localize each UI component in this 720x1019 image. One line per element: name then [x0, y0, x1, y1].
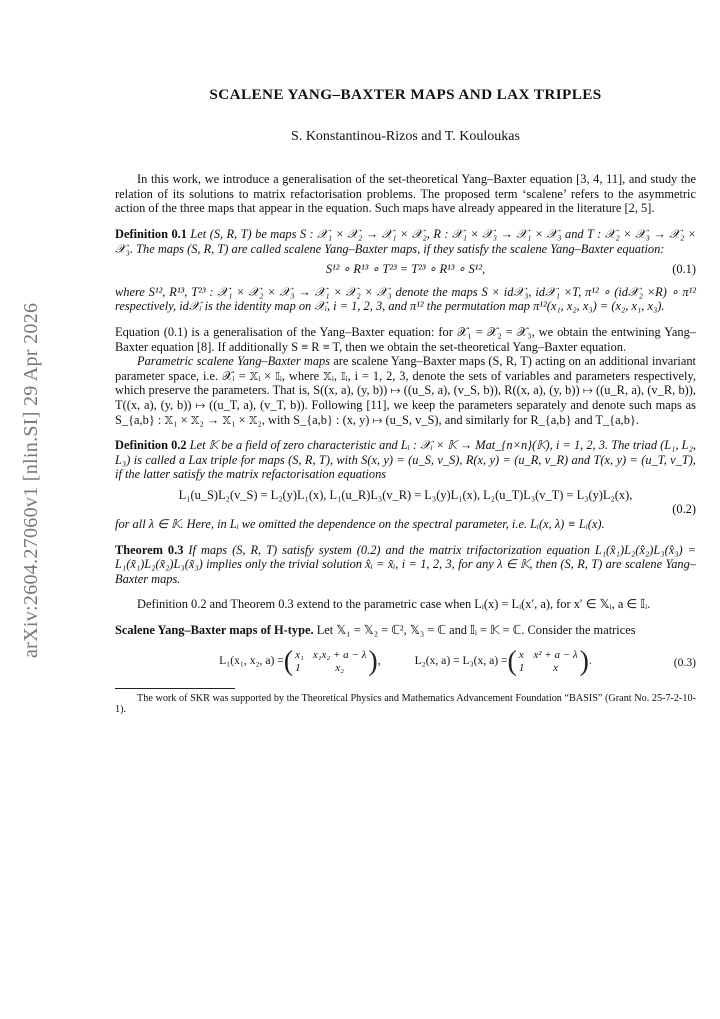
paragraph-generalisation: Equation (0.1) is a generalisation of the Yang–Baxter equation: for 𝒳₁ = 𝒳₂ = 𝒳₃, we obtain the entwining Yang–Baxter equation [8]. If additionally S ≡ R ≡ T, then we obtain the set-theoretical Yang–Baxter equation. [115, 324, 696, 354]
paragraph-parametric [115, 354, 696, 427]
matrix-entry: x² + a − λ [533, 648, 578, 661]
equation-number: (0.3) [673, 655, 696, 669]
matrix-entry: x₁ [295, 648, 304, 661]
matrix-entry: x₁x₂ + a − λ [312, 648, 367, 661]
theorem-text: If maps (S, R, T) satisfy system (0.2) and the matrix trifactorization equation L₁(x̂₁)L₂(x̂₂)L₃(x̂₃) = L₁(x̃₁)L₂(x̃₂)L₃(x̃₃) implies only the trivial solution x̂ᵢ = x̃ᵢ, i = 1, 2, 3, for any λ ∈ 𝕂, then (S, R, T) are scalene Yang–Baxter maps. [115, 542, 696, 586]
matrix-2-entries [517, 649, 580, 675]
paper-authors: S. Konstantinou-Rizos and T. Kouloukas [291, 128, 520, 144]
definition-text: Let (S, R, T) be maps S : 𝒳₁ × 𝒳₂ → 𝒳₁ × 𝒳₂, R : 𝒳₁ × 𝒳₃ → 𝒳₁ × 𝒳₃ and T : 𝒳₂ × 𝒳₃ → 𝒳₂ × 𝒳₃. The maps (S, R, T) are called scalene Yang–Baxter maps, if they satisfy the scalene Yang–Baxter equation: [115, 226, 696, 256]
left-paren: ( [507, 645, 517, 677]
paper-title: SCALENE YANG–BAXTER MAPS AND LAX TRIPLES [209, 86, 602, 103]
paragraph-extension: Definition 0.2 and Theorem 0.3 extend to the parametric case when Lᵢ(x) = Lᵢ(x′, a), for x′ ∈ 𝕏ᵢ, a ∈ 𝕀ᵢ. [137, 597, 651, 612]
footnote: The work of SKR was supported by the Theoretical Physics and Mathematics Advancement Foundation “BASIS” (Grant No. 25-7-2-10-1). [115, 692, 696, 716]
section-text: Let 𝕏₁ = 𝕏₂ = ℂ², 𝕏₃ = ℂ and 𝕀ᵢ = 𝕂 = ℂ. Consider the matrices [313, 623, 636, 638]
equation-0-3 [115, 645, 696, 677]
definition-0-2 [115, 438, 696, 482]
equation-number: (0.2) [672, 502, 696, 517]
definition-label: Definition 0.2 [115, 438, 187, 453]
right-paren: ) [579, 645, 589, 677]
footnote-rule [115, 688, 235, 689]
paper-page [115, 88, 696, 716]
definition-0-1-continued: where S¹², R¹³, T²³ : 𝒳₁ × 𝒳₂ × 𝒳₃ → 𝒳₁ × 𝒳₂ × 𝒳₃ denote the maps S × id𝒳₃, id𝒳₁ ×T, π¹² ∘ (id𝒳₂ ×R) ∘ π¹² respectively, id𝒳ᵢ is the identity map on 𝒳ᵢ, i = 1, 2, 3, and π¹² the permutation map π¹²(x₁, x₂, x₃) = (x₂, x₁, x₃). [115, 284, 696, 314]
right-paren: ) [368, 645, 378, 677]
definition-label: Definition 0.1 [115, 226, 187, 241]
definition-text: Let 𝕂 be a field of zero characteristic and Lᵢ : 𝒳ᵢ × 𝕂 → Mat_{n×n}(𝕂), i = 1, 2, 3. The triad (L₁, L₂, L₃) is called a Lax triple for maps (S, R, T), with S(x, y) = (u_S, v_S), R(x, y) = (u_R, v_R) and T(x, y) = (u_T, v_T), if the latter satisfy the matrix refactorisation equations [115, 438, 696, 482]
matrix-end: . [589, 654, 592, 668]
matrix-entry: x [553, 661, 558, 674]
matrix-entry: 1 [518, 661, 525, 674]
matrix-1-entries [293, 649, 368, 675]
matrix-2 [507, 645, 589, 677]
theorem-0-3 [115, 543, 696, 587]
equation-0-2 [115, 488, 696, 517]
matrix-lhs-2: L₂(x, a) = L₃(x, a) = [414, 654, 508, 668]
section-heading: Scalene Yang–Baxter maps of H-type. [115, 623, 314, 638]
abstract: In this work, we introduce a generalisation of the set-theoretical Yang–Baxter equation [3, 4, 11], and study the relation of its solutions to matrix refactorisation problems. The proposed term ‘scalene’ refers to the asymmetric action of the three maps that appear in the equation. Such maps have already appeared in the literature [2, 5]. [115, 172, 696, 216]
definition-0-1 [115, 227, 696, 256]
matrix-entry: 1 [295, 661, 301, 674]
matrix-lhs-1: L₁(x₁, x₂, a) = [219, 654, 284, 668]
matrix-separator: , [377, 654, 381, 668]
equation-body: L₁(u_S)L₂(v_S) = L₂(y)L₁(x), L₁(u_R)L₃(v_R) = L₃(y)L₁(x), L₂(u_T)L₃(v_T) = L₃(y)L₂(x), [178, 487, 633, 502]
equation-0-1 [115, 262, 696, 277]
equation-number: (0.1) [672, 262, 696, 277]
paragraph-body: are scalene Yang–Baxter maps (S, R, T) acting on an additional invariant parameter space, i.e. 𝒳ᵢ = 𝕏ᵢ × 𝕀ᵢ, where 𝕏ᵢ, 𝕀ᵢ, i = 1, 2, 3, denote the sets of variables and parameters respectively, which preserve the parameters. That is, S((x, a), (y, b)) ↦ ((u_S, a), (v_S, b)), R((x, a), (y, b)) ↦ ((u_R, a), (v_R, b)), T((x, a), (y, b)) ↦ ((u_T, a), (v_T, b)). Following [11], we keep the parameters separately and denote such maps as S_{a,b} : 𝕏₁ × 𝕏₂ → 𝕏₁ × 𝕏₂, with S_{a,b} : (x, y) ↦ (u_S, v_S), and similarly for R_{a,b} and T_{a,b}. [115, 354, 697, 427]
left-paren: ( [283, 645, 294, 677]
section-h-type [115, 623, 696, 638]
arxiv-identifier: arXiv:2604.27060v1 [nlin.SI] 29 Apr 2026 [20, 302, 42, 658]
equation-body: S¹² ∘ R¹³ ∘ T²³ = T²³ ∘ R¹³ ∘ S¹², [325, 262, 486, 277]
matrix-entry: x [518, 648, 524, 661]
definition-0-2-continued: for all λ ∈ 𝕂. Here, in Lᵢ we omitted the dependence on the spectral parameter, i.e. Lᵢ(x, λ) ≡ Lᵢ(x). [115, 517, 605, 532]
paragraph-lead: Parametric scalene Yang–Baxter maps [137, 354, 331, 369]
matrix-1 [283, 645, 378, 677]
theorem-label: Theorem 0.3 [115, 542, 184, 557]
matrix-entry: x₂ [335, 661, 344, 674]
